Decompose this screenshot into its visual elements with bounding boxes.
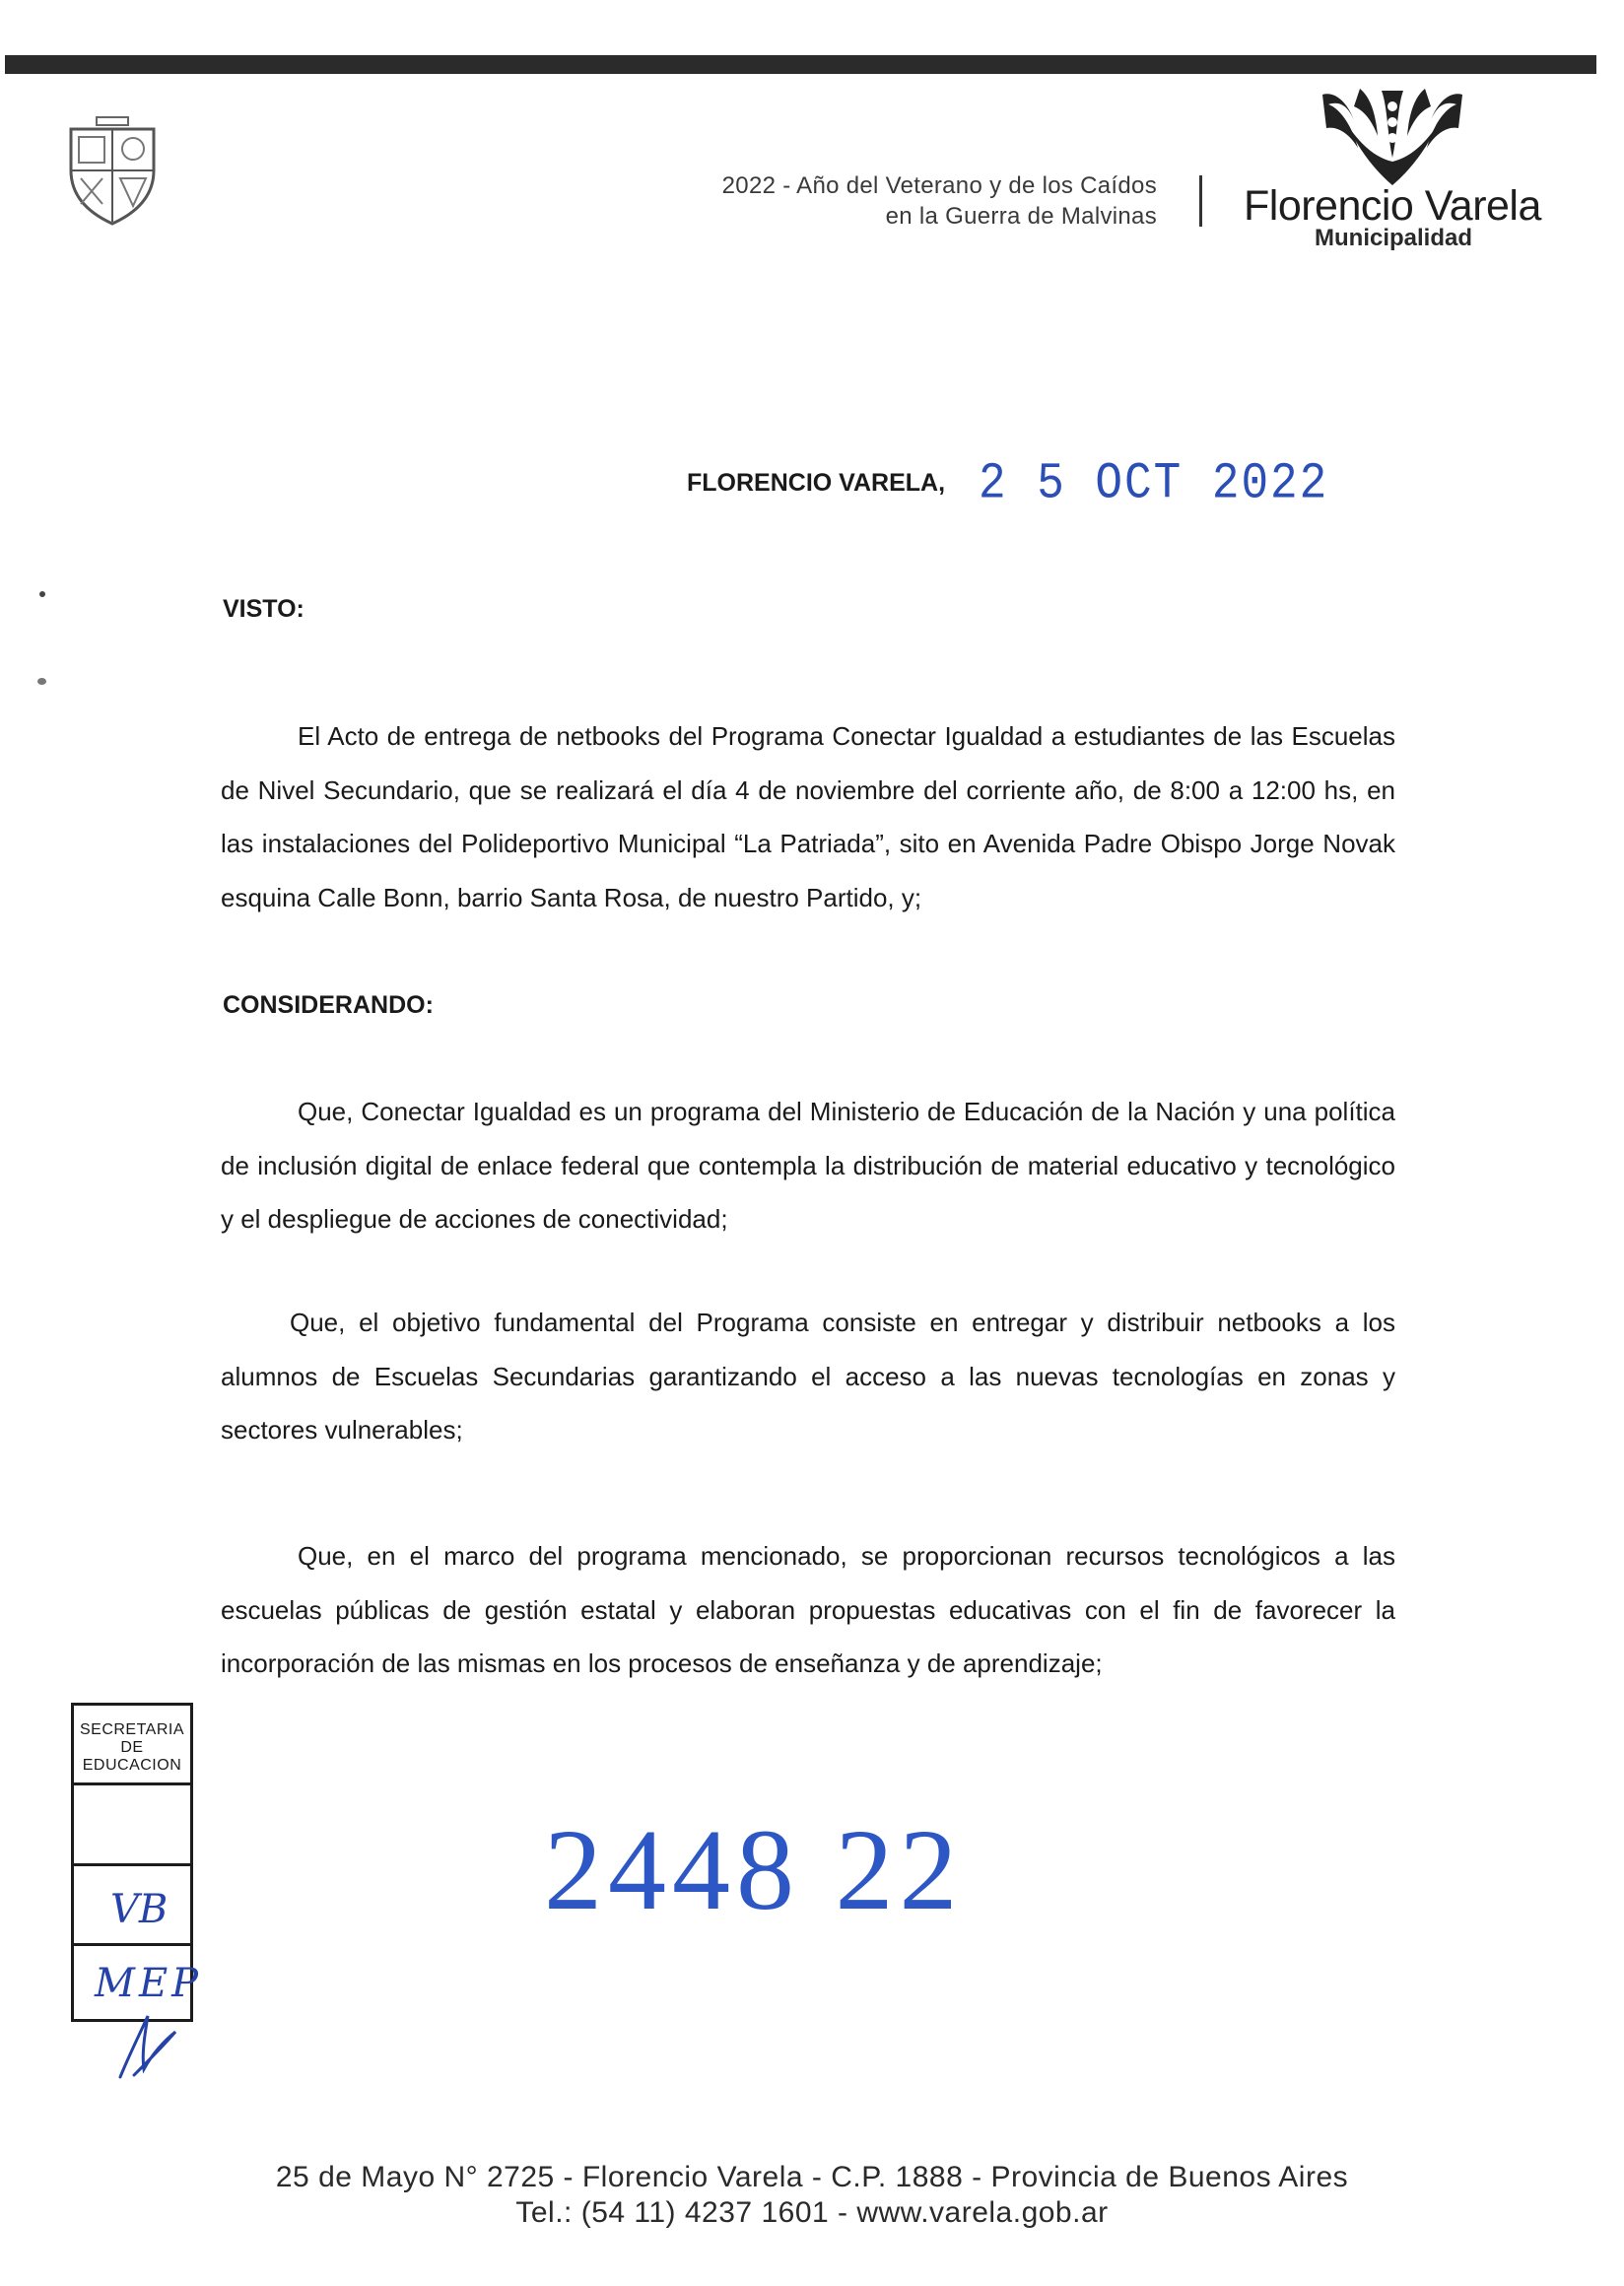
signature-scribble-icon xyxy=(114,2010,179,2083)
visto-paragraph: El Acto de entrega de netbooks del Programa Conectar Igualdad a estudiantes de las Escuelas de Nivel Secundario, que se realizará el día 4 de noviembre del corriente año, de 8:00 a 12:00 hs, en las instalaciones del Polideportivo Municipal “La Patriada”, sito en Avenida Padre Obispo Jorge Novak esquina Calle Bonn, barrio Santa Rosa, de nuestro Partido, y; xyxy=(221,721,1395,912)
commemorative-motto xyxy=(722,170,1157,232)
considerando-paragraph-2: Que, el objetivo fundamental del Programa consiste en entregar y distribuir netbooks a los alumnos de Escuelas Secundarias garantizando el acceso a las nuevas tecnologías en zonas y sectores vulnerables; xyxy=(221,1308,1395,1445)
handwritten-initials: MEP xyxy=(95,1961,203,2006)
scan-speck xyxy=(39,591,45,597)
stamp-label-line-1: SECRETARIA xyxy=(79,1721,185,1738)
secretaria-stamp-box xyxy=(71,1703,193,1785)
stamp-empty-cell xyxy=(71,1782,193,1866)
logo-subtitle: Municipalidad xyxy=(1315,225,1473,251)
date-stamp: 2 5 OCT 2022 xyxy=(979,455,1329,513)
scan-speck xyxy=(37,678,46,685)
visto-heading: VISTO: xyxy=(223,595,304,623)
footer-address: 25 de Mayo N° 2725 - Florencio Varela - C.P. 1888 - Provincia de Buenos Aires xyxy=(275,2161,1349,2193)
municipal-logo-icon xyxy=(1319,87,1466,187)
top-border-bar xyxy=(5,55,1596,74)
header-divider xyxy=(1199,175,1202,227)
coat-of-arms-icon xyxy=(63,115,162,228)
considerando-paragraph-1: Que, Conectar Igualdad es un programa del Ministerio de Educación de la Nación y una política de inclusión digital de enlace federal que contempla la distribución de material educativo y tecnológico y el despliegue de acciones de conectividad; xyxy=(221,1097,1395,1234)
stamp-label xyxy=(74,1706,190,1775)
dateline-place: FLORENCIO VARELA, xyxy=(687,469,946,497)
decree-number-stamp: 2448 22 xyxy=(544,1805,964,1934)
motto-line-2: en la Guerra de Malvinas xyxy=(885,203,1157,230)
handwritten-vb: VB xyxy=(110,1887,169,1932)
stamp-label-line-2: DE EDUCACION xyxy=(82,1739,182,1774)
motto-line-1: 2022 - Año del Veterano y de los Caídos xyxy=(721,172,1157,199)
considerando-heading: CONSIDERANDO: xyxy=(223,991,434,1019)
considerando-paragraph-3: Que, en el marco del programa mencionado, se proporcionan recursos tecnológicos a las escuelas públicas de gestión estatal y elaboran propuestas educativas con el fin de favorecer la incorporación de las mismas en los procesos de enseñanza y de aprendizaje; xyxy=(221,1541,1395,1678)
footer-contact: Tel.: (54 11) 4237 1601 - www.varela.gob.ar xyxy=(515,2196,1109,2229)
logo-wordmark: Florencio Varela xyxy=(1244,182,1541,230)
